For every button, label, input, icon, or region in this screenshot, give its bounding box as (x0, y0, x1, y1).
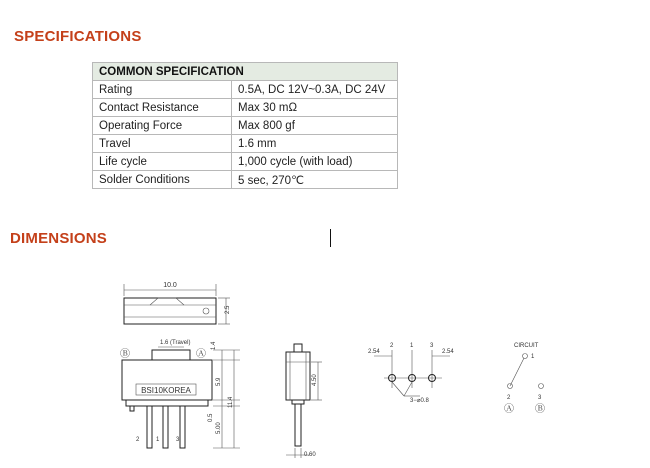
spec-value-rating: 0.5A, DC 12V~0.3A, DC 24V (232, 81, 398, 99)
front-view-drawing (120, 340, 240, 448)
top-height-dim: 2.5 (225, 305, 231, 314)
dimensions-heading: DIMENSIONS (10, 230, 108, 247)
circuit-marker-a: Ⓐ (504, 404, 514, 415)
front-dim-0-5: 0.5 (208, 413, 214, 422)
spec-label-travel: Travel (93, 135, 232, 153)
front-dim-11-4: 11.4 (228, 396, 234, 408)
travel-dim: 1.6 (Travel) (160, 340, 191, 346)
pcb-pin-label-1: 1 (410, 343, 414, 349)
specifications-heading: SPECIFICATIONS (14, 28, 142, 45)
marker-b: Ⓑ (120, 349, 130, 360)
side-dim-0-60: 0.60 (304, 452, 316, 458)
circuit-label-3: 3 (538, 395, 542, 401)
side-view-drawing (286, 344, 322, 458)
body-marking: BSI10KOREA (141, 386, 191, 395)
front-pin-label-1: 1 (156, 437, 160, 443)
spec-value-operating-force: Max 800 gf (232, 117, 398, 135)
pcb-pin-label-2: 2 (390, 343, 394, 349)
spec-label-operating-force: Operating Force (93, 117, 232, 135)
top-view-drawing (124, 282, 231, 324)
top-width-dim: 10.0 (163, 282, 177, 289)
circuit-label-2: 2 (507, 395, 511, 401)
spec-label-solder-conditions: Solder Conditions (93, 171, 232, 189)
front-pin-label-2: 2 (136, 437, 140, 443)
table-header: COMMON SPECIFICATION (93, 63, 398, 81)
pcb-pitch-left: 2.54 (368, 349, 380, 355)
front-pin-label-3: 3 (176, 437, 180, 443)
circuit-title: CIRCUIT (514, 343, 539, 349)
spec-label-rating: Rating (93, 81, 232, 99)
pcb-layout-drawing (368, 343, 454, 404)
spec-value-solder-conditions: 5 sec, 270℃ (232, 171, 398, 189)
side-dim-4-50: 4.50 (312, 374, 318, 386)
spec-label-contact-resistance: Contact Resistance (93, 99, 232, 117)
front-dim-5-00: 5.00 (216, 422, 222, 434)
circuit-marker-b: Ⓑ (535, 404, 545, 415)
spec-value-contact-resistance: Max 30 mΩ (232, 99, 398, 117)
circuit-label-1: 1 (531, 354, 535, 360)
pcb-pin-label-3: 3 (430, 343, 434, 349)
circuit-diagram (504, 343, 545, 415)
spec-label-life-cycle: Life cycle (93, 153, 232, 171)
front-dim-1-4: 1.4 (211, 341, 217, 350)
pcb-pitch-right: 2.54 (442, 349, 454, 355)
marker-a: Ⓐ (196, 349, 206, 360)
pcb-hole-callout: 3−⌀0.8 (410, 398, 429, 404)
front-dim-5-9: 5.9 (216, 377, 222, 386)
spec-value-life-cycle: 1,000 cycle (with load) (232, 153, 398, 171)
spec-value-travel: 1.6 mm (232, 135, 398, 153)
